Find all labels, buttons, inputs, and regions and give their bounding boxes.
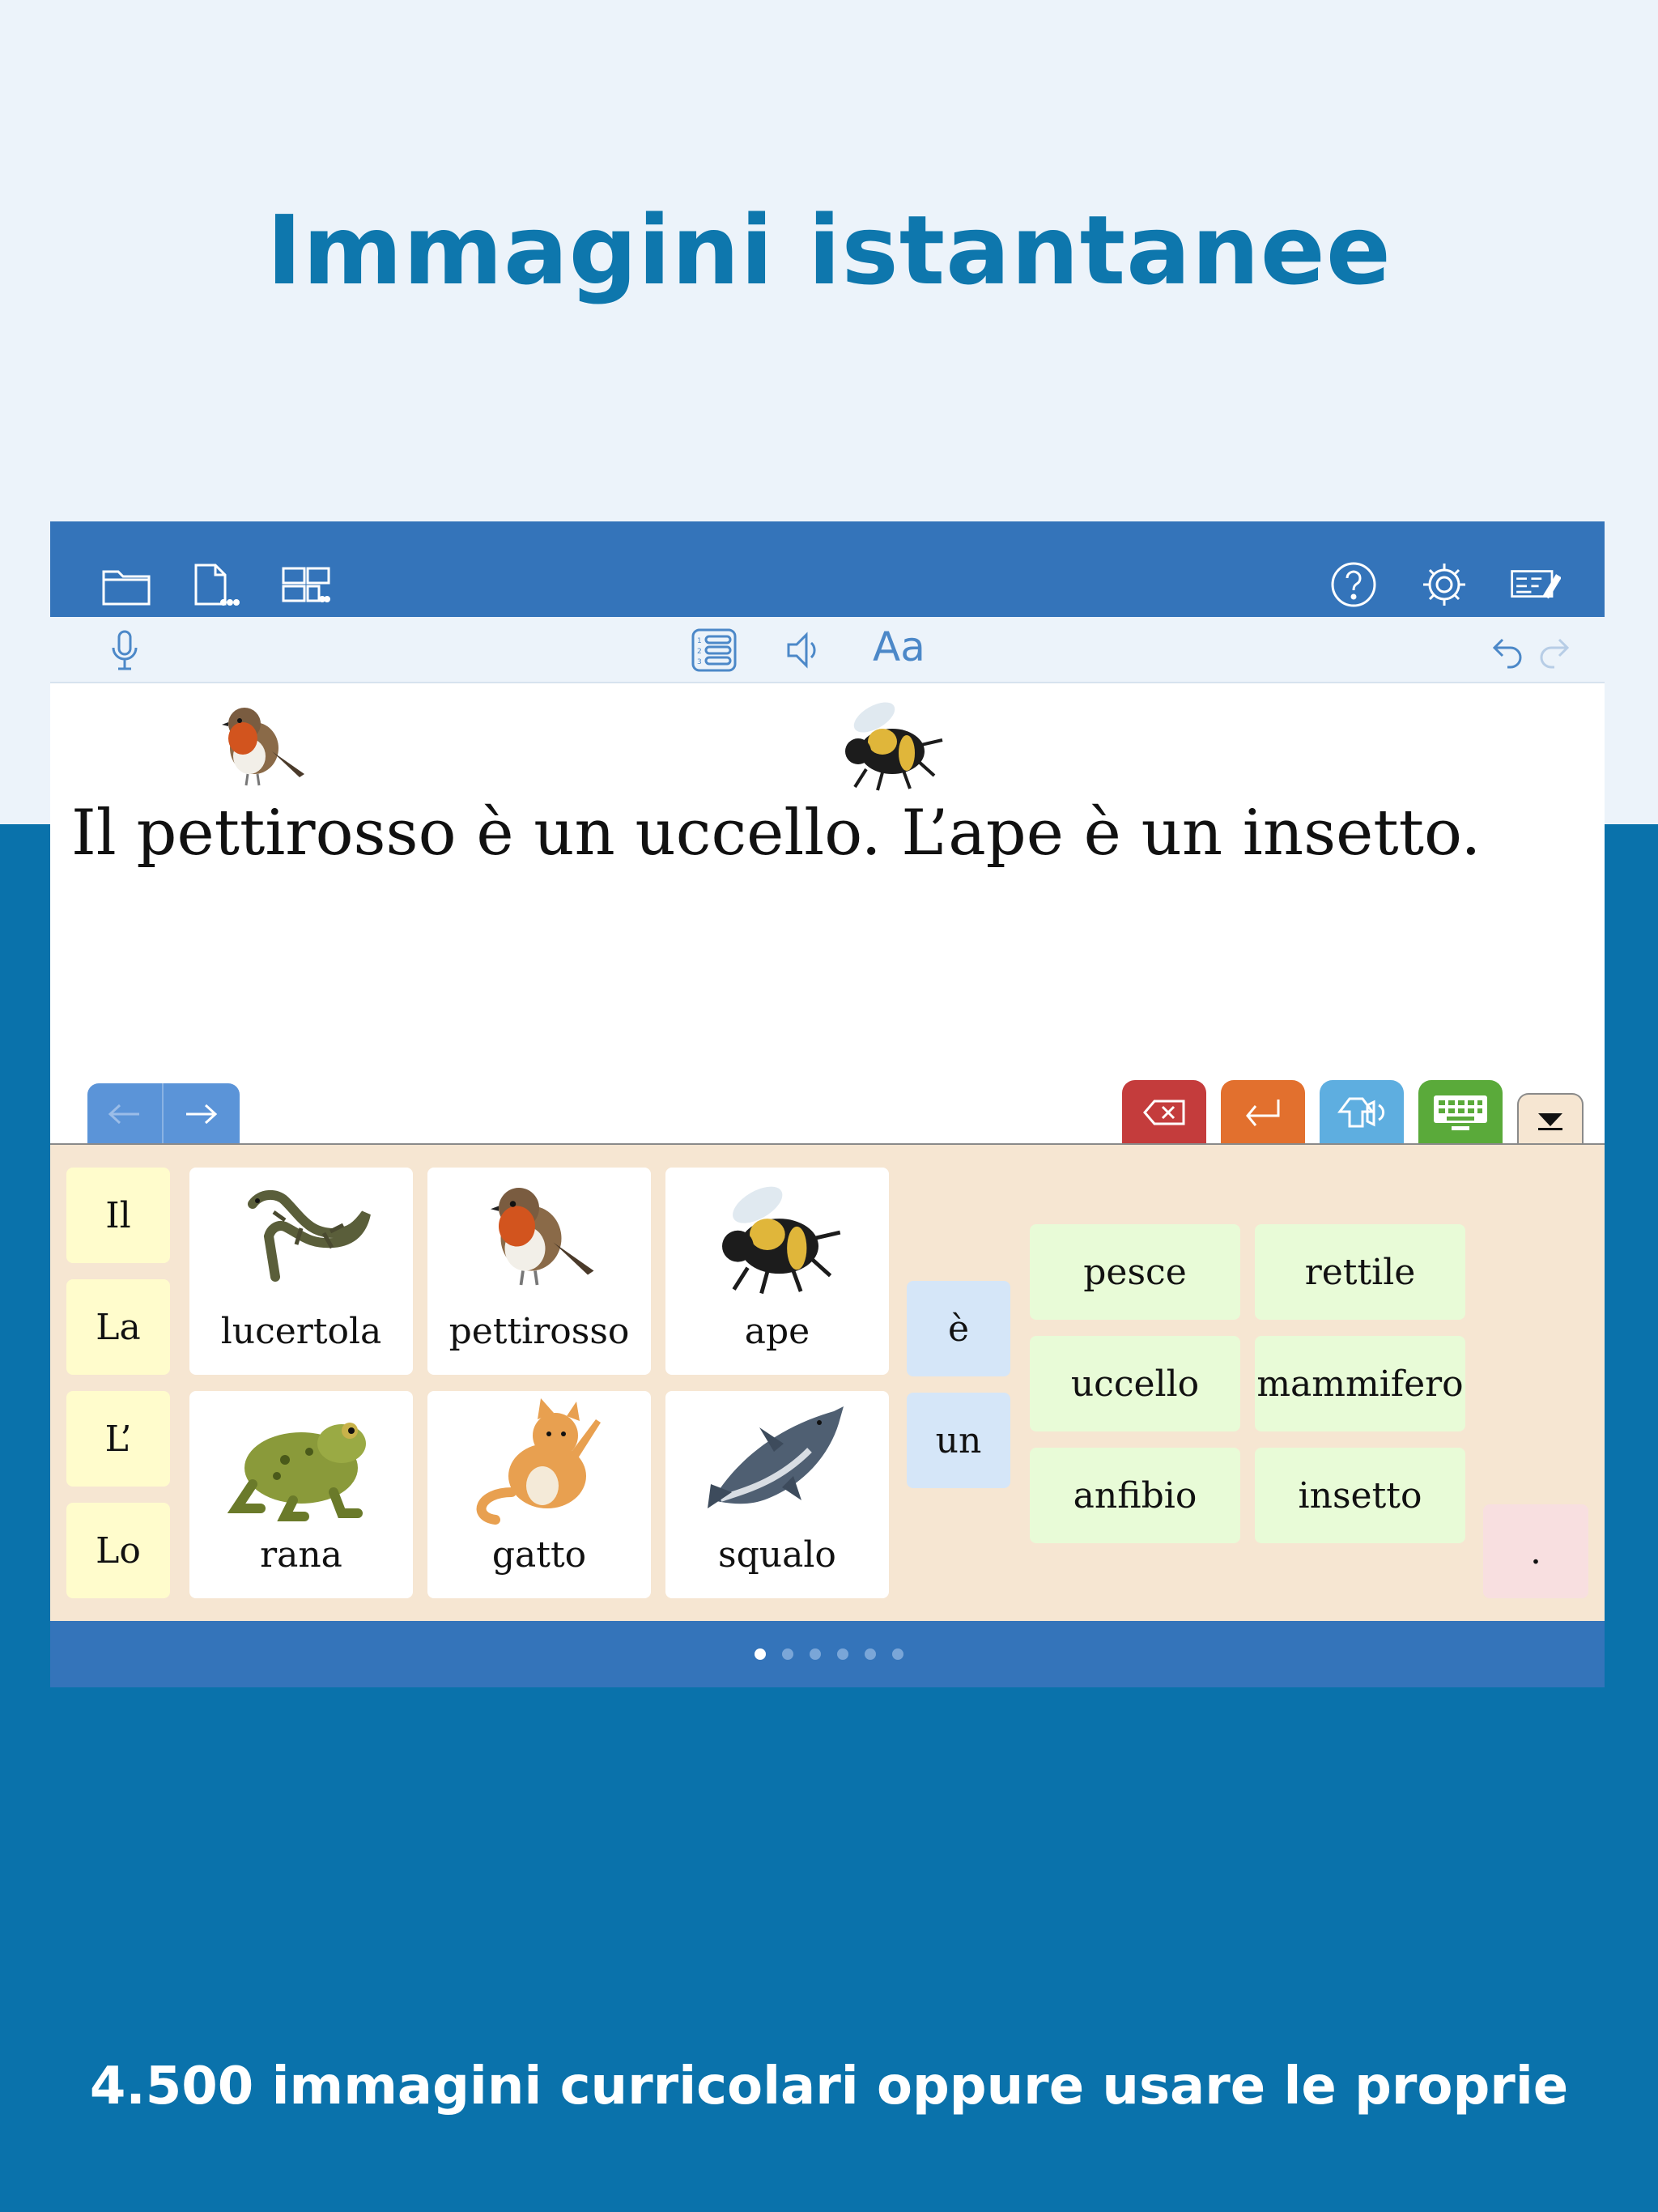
page-dot-1[interactable] <box>755 1648 766 1660</box>
collapse-icon <box>1537 1108 1564 1133</box>
enter-button[interactable] <box>1221 1080 1305 1145</box>
grid-navigation <box>87 1083 240 1145</box>
bee-image <box>834 695 947 792</box>
shark-icon <box>665 1391 889 1529</box>
cell-label: lucertola <box>220 1311 382 1352</box>
redo-icon[interactable] <box>1538 628 1571 672</box>
cell-gatto[interactable] <box>427 1391 651 1598</box>
page-dot-2[interactable] <box>782 1648 793 1660</box>
top-toolbar <box>50 521 1605 617</box>
word-grid <box>50 1145 1605 1621</box>
backspace-button[interactable] <box>1122 1080 1206 1145</box>
cell-label: rana <box>260 1534 342 1576</box>
settings-icon[interactable] <box>1418 560 1470 609</box>
undo-icon[interactable] <box>1491 628 1524 672</box>
backspace-icon <box>1141 1098 1187 1127</box>
numbered-list-icon[interactable] <box>691 628 737 672</box>
cell-mammifero[interactable]: mammifero <box>1255 1336 1465 1431</box>
robin-image <box>212 695 309 792</box>
page-dot-6[interactable] <box>892 1648 903 1660</box>
headline: Immagini istantanee <box>266 194 1392 306</box>
cell-lucertola[interactable] <box>189 1168 413 1375</box>
speaker-icon[interactable] <box>785 628 821 672</box>
document-text: Il pettirosso è un uccello. L’ape è un insetto. <box>71 797 1482 870</box>
cell-article-l[interactable]: L’ <box>66 1391 170 1487</box>
cell-article-la[interactable]: La <box>66 1279 170 1375</box>
app-window <box>50 521 1605 1687</box>
font-settings-button[interactable]: Aa <box>873 623 925 670</box>
back-button[interactable] <box>87 1091 162 1137</box>
cat-icon <box>427 1391 651 1529</box>
cell-article-lo[interactable]: Lo <box>66 1503 170 1598</box>
keyboard-button[interactable] <box>1418 1080 1503 1145</box>
folder-icon[interactable] <box>100 560 152 609</box>
svg-text:2: 2 <box>697 648 702 656</box>
cell-ape[interactable] <box>665 1168 889 1375</box>
frog-icon <box>189 1391 413 1529</box>
help-icon[interactable] <box>1328 560 1380 609</box>
cell-squalo[interactable] <box>665 1391 889 1598</box>
cell-label: gatto <box>491 1534 587 1576</box>
cell-article-un[interactable]: un <box>907 1393 1010 1488</box>
enter-icon <box>1243 1096 1283 1129</box>
new-document-icon[interactable] <box>189 560 241 609</box>
page-dot-4[interactable] <box>837 1648 848 1660</box>
page-dot-3[interactable] <box>810 1648 821 1660</box>
cell-pettirosso[interactable] <box>427 1168 651 1375</box>
microphone-icon[interactable] <box>110 628 139 672</box>
cell-label: squalo <box>718 1534 836 1576</box>
secondary-toolbar <box>50 617 1605 683</box>
cell-article-il[interactable]: Il <box>66 1168 170 1263</box>
subheadline: 4.500 immagini curricolari oppure usare le proprie <box>89 2057 1569 2116</box>
page-indicator-bar <box>50 1621 1605 1687</box>
cell-label: pettirosso <box>449 1311 630 1352</box>
cell-verb-e[interactable]: è <box>907 1281 1010 1376</box>
svg-text:3: 3 <box>697 658 702 666</box>
grid-sets-icon[interactable] <box>280 560 332 609</box>
cell-pesce[interactable]: pesce <box>1030 1224 1240 1320</box>
robin-icon <box>427 1168 651 1305</box>
speak-icon <box>1337 1094 1387 1131</box>
bee-icon <box>665 1168 889 1305</box>
collapse-button[interactable] <box>1517 1093 1584 1146</box>
cell-full-stop[interactable]: . <box>1483 1504 1588 1598</box>
page-dot-5[interactable] <box>865 1648 876 1660</box>
cell-rettile[interactable]: rettile <box>1255 1224 1465 1320</box>
keyboard-icon <box>1432 1092 1489 1133</box>
cell-uccello[interactable]: uccello <box>1030 1336 1240 1431</box>
edit-grid-icon[interactable] <box>1509 560 1561 609</box>
cell-insetto[interactable]: insetto <box>1255 1448 1465 1543</box>
lizard-icon <box>189 1168 413 1305</box>
cell-rana[interactable] <box>189 1391 413 1598</box>
svg-text:1: 1 <box>697 637 702 645</box>
cell-anfibio[interactable]: anfibio <box>1030 1448 1240 1543</box>
cell-label: ape <box>744 1311 810 1352</box>
speak-button[interactable] <box>1320 1080 1404 1145</box>
forward-button[interactable] <box>164 1091 238 1137</box>
